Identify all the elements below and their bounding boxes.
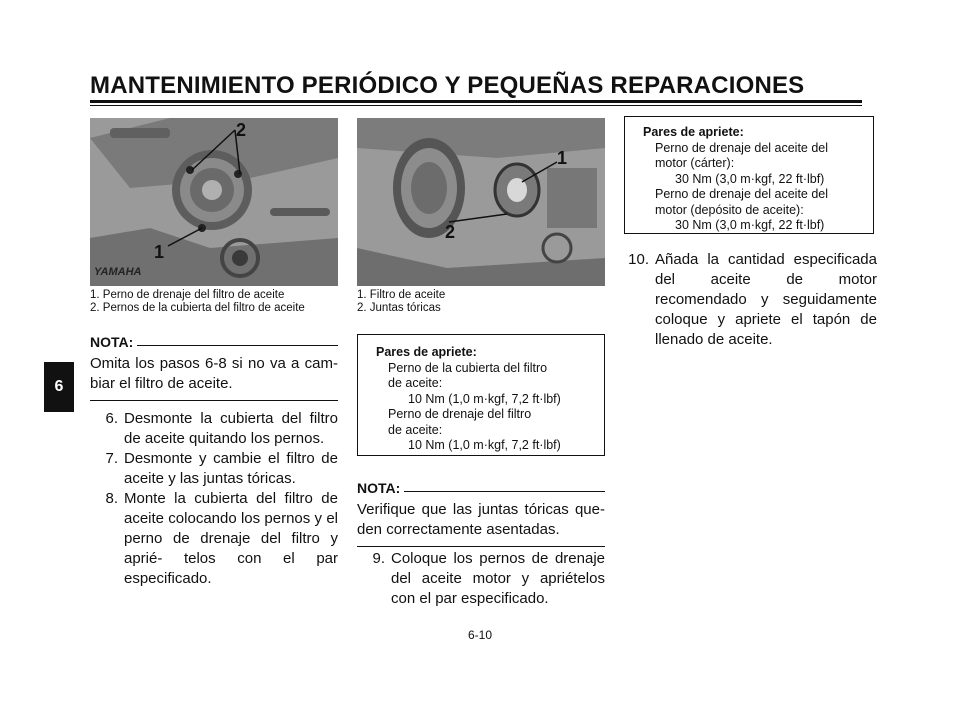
callout-2: 2: [236, 120, 247, 140]
step-number: 8.: [105, 490, 118, 507]
callout-2: 2: [445, 222, 456, 242]
torque-item: de aceite:: [388, 422, 443, 437]
caption-line: 2. Juntas tóricas: [357, 302, 441, 314]
nota-left: [90, 334, 338, 401]
torque-heading: Pares de apriete:: [376, 345, 477, 359]
step-text: Desmonte la cubierta del filtro de aceite quitando los pernos.: [124, 410, 338, 447]
step-text: Monte la cubierta del filtro de aceite colocando los pernos y el perno de drenaje del filtro y aprié- telos con el par especificado.: [124, 490, 338, 587]
step-number: 7.: [105, 450, 118, 467]
step-text: Coloque los pernos de drenaje del aceite motor y apriételos con el par especificado.: [391, 550, 605, 607]
title-rule: [90, 100, 862, 103]
nota-label: NOTA:: [357, 480, 401, 496]
title-rule-thin: [90, 105, 862, 106]
nota-heading: [90, 334, 338, 350]
oil-filter-illustration: [357, 118, 605, 286]
nota-middle: [357, 480, 605, 547]
figure2-captions: [357, 289, 607, 315]
nota-rule: [137, 345, 338, 346]
chapter-tab: 6: [44, 362, 74, 412]
step-text: Desmonte y cambie el filtro de aceite y las juntas tóricas.: [124, 450, 338, 487]
caption-line: 1. Perno de drenaje del filtro de aceite: [90, 289, 285, 301]
figure1-captions: [90, 289, 340, 315]
step-10: [617, 250, 877, 350]
torque-item: Perno de drenaje del aceite del: [655, 187, 829, 201]
step-number: 10.: [628, 251, 649, 268]
torque-value: 30 Nm (3,0 m·kgf, 22 ft·lbf): [675, 218, 825, 232]
torque-value: 30 Nm (3,0 m·kgf, 22 ft·lbf): [675, 171, 825, 186]
step-item: [90, 449, 338, 489]
step-item: [90, 489, 338, 589]
torque-item: de aceite:: [388, 376, 443, 390]
nota-text: Omita los pasos 6-8 si no va a cam- biar el filtro de aceite.: [90, 355, 338, 392]
nota-bottom-rule: [357, 546, 605, 547]
torque-heading: Pares de apriete:: [643, 125, 744, 139]
callout-1: 1: [154, 242, 165, 262]
step-item: [357, 549, 605, 609]
torque-value: 10 Nm (1,0 m·kgf, 7,2 ft·lbf): [408, 391, 561, 406]
step-text: Añada la cantidad especificada del aceite de motor recomendado y seguidamente coloque y apriete el tapón de llenado de aceite.: [655, 251, 877, 348]
torque-item: motor (depósito de aceite):: [655, 202, 804, 217]
step-item: [617, 250, 877, 350]
torque-item: motor (cárter):: [655, 156, 735, 170]
torque-item: Perno de drenaje del filtro: [388, 407, 532, 421]
step-9: [357, 549, 605, 609]
callout-1: 1: [557, 148, 568, 168]
step-item: [90, 409, 338, 449]
torque-box-drain: [624, 116, 874, 234]
page-number: 6-10: [467, 628, 493, 642]
step-number: 6.: [105, 410, 118, 427]
torque-box-filter: [357, 334, 605, 456]
engine-photo-right: [357, 118, 605, 286]
torque-item: Perno de la cubierta del filtro: [388, 360, 548, 375]
engine-photo-left: [90, 118, 338, 286]
caption-line: 2. Pernos de la cubierta del filtro de aceite: [90, 302, 305, 314]
engine-cover-illustration: [90, 118, 338, 286]
steps-left: [90, 409, 338, 589]
nota-rule: [404, 491, 605, 492]
nota-bottom-rule: [90, 400, 338, 401]
yamaha-logo: YAMAHA: [94, 266, 142, 278]
torque-value: 10 Nm (1,0 m·kgf, 7,2 ft·lbf): [408, 438, 561, 452]
caption-line: 1. Filtro de aceite: [357, 289, 446, 301]
nota-label: NOTA:: [90, 334, 134, 350]
step-number: 9.: [372, 550, 385, 567]
nota-text: Verifique que las juntas tóricas que- den correctamente asentadas.: [357, 501, 605, 538]
page-title: MANTENIMIENTO PERIÓDICO Y PEQUEÑAS REPARACIONES: [90, 72, 805, 99]
nota-heading: [357, 480, 605, 496]
torque-item: Perno de drenaje del aceite del: [655, 140, 829, 155]
